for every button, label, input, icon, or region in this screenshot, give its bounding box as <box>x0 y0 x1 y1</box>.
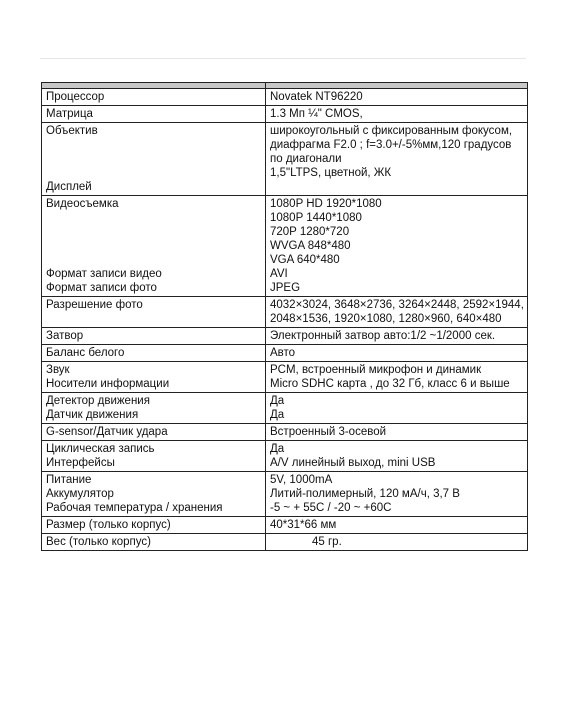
spec-value: 5V, 1000mA <box>270 474 333 486</box>
spec-label: Размер (только корпус) <box>46 519 171 531</box>
spec-label: Датчик движения <box>46 409 139 421</box>
spec-label: Интерфейсы <box>46 457 115 469</box>
spec-value-cell <box>266 345 528 362</box>
spec-label: Формат записи фото <box>46 282 157 294</box>
spec-value-cell <box>266 517 528 534</box>
table-row <box>42 89 528 106</box>
table-row <box>42 345 528 362</box>
specifications-table <box>41 82 528 551</box>
spec-value-cell <box>266 106 528 123</box>
spec-label: Аккумулятор <box>46 488 114 500</box>
spec-label-cell <box>42 441 266 472</box>
spec-value: -5 ~ + 55C / -20 ~ +60C <box>270 502 392 514</box>
spec-label-cell <box>42 393 266 424</box>
spec-label-cell <box>42 345 266 362</box>
spec-value: JPEG <box>270 282 301 294</box>
table-row <box>42 424 528 441</box>
spec-value-cell <box>266 424 528 441</box>
spec-label: Затвор <box>46 330 84 342</box>
spec-label-cell <box>42 362 266 393</box>
spec-value: Да <box>270 395 285 407</box>
spec-label: Звук <box>46 364 70 376</box>
spec-label: Процессор <box>46 91 105 103</box>
spec-value: AVI <box>270 268 288 280</box>
table-row <box>42 123 528 196</box>
spec-value-cell <box>266 123 528 196</box>
spec-label-cell <box>42 424 266 441</box>
spec-value: Литий-полимерный, 120 мА/ч, 3,7 В <box>270 488 460 500</box>
spec-label: Детектор движения <box>46 395 150 407</box>
spec-label-cell <box>42 517 266 534</box>
spec-label: Носители информации <box>46 378 170 390</box>
spec-label: Разрешение фото <box>46 299 143 311</box>
spec-label: Матрица <box>46 108 93 120</box>
spec-value-cell <box>266 441 528 472</box>
spec-label-cell <box>42 328 266 345</box>
spec-value-cell <box>266 534 528 551</box>
table-row <box>42 393 528 424</box>
spec-label: Циклическая запись <box>46 443 155 455</box>
spec-label-cell <box>42 534 266 551</box>
table-row <box>42 297 528 328</box>
spec-value: 45 гр. <box>312 536 342 548</box>
spec-label: Рабочая температура / хранения <box>46 502 223 514</box>
spec-label-cell <box>42 196 266 297</box>
spec-label: Видеосъемка <box>46 198 119 210</box>
spec-value: 40*31*66 мм <box>270 519 337 531</box>
table-row <box>42 196 528 297</box>
spec-label-cell <box>42 472 266 517</box>
spec-value: Micro SDHC карта , до 32 Гб, класс 6 и выше <box>270 378 510 390</box>
spec-value: 1.3 Мп ¼" CMOS, <box>270 108 363 120</box>
table-row <box>42 362 528 393</box>
table-row <box>42 328 528 345</box>
table-row <box>42 472 528 517</box>
spec-label-cell <box>42 106 266 123</box>
spec-value: 1080P 1440*1080 <box>270 212 362 224</box>
spec-value: PCM, встроенный микрофон и динамик <box>270 364 482 376</box>
spec-label: Формат записи видео <box>46 268 162 280</box>
spec-value: 4032×3024, 3648×2736, 3264×2448, 2592×1944, 2048×1536, 1920×1080, 1280×960, 640×480 <box>270 299 524 325</box>
spec-label-cell <box>42 123 266 196</box>
table-row <box>42 517 528 534</box>
spec-label: Дисплей <box>46 181 92 193</box>
spec-value: 1080P HD 1920*1080 <box>270 198 382 210</box>
table-row <box>42 441 528 472</box>
spec-label-cell <box>42 297 266 328</box>
spec-value: Электронный затвор авто:1/2 ~1/2000 сек. <box>270 330 496 342</box>
table-row <box>42 106 528 123</box>
spec-value-cell <box>266 89 528 106</box>
table-row <box>42 534 528 551</box>
spec-label-cell <box>42 89 266 106</box>
spec-value-cell <box>266 472 528 517</box>
spec-value-cell <box>266 362 528 393</box>
spec-label: Питание <box>46 474 92 486</box>
spec-value: Novatek NT96220 <box>270 91 363 103</box>
spec-label: Вес (только корпус) <box>46 536 151 548</box>
spec-value: WVGA 848*480 <box>270 240 351 252</box>
spec-value: Встроенный 3-осевой <box>270 426 387 438</box>
spec-value: VGA 640*480 <box>270 254 340 266</box>
spec-value-cell <box>266 393 528 424</box>
spec-label: Объектив <box>46 125 98 137</box>
spec-value: A/V линейный выход, mini USB <box>270 457 436 469</box>
spec-value: широкоугольный с фиксированным фокусом, диафрагма F2.0 ; f=3.0+/-5%мм,120 градусов по диагонали <box>270 125 513 165</box>
spec-value: 1,5"LTPS, цветной, ЖК <box>270 167 392 179</box>
top-divider <box>40 58 526 59</box>
spec-value-cell <box>266 196 528 297</box>
spec-value: 720P 1280*720 <box>270 226 350 238</box>
spec-value: Да <box>270 443 285 455</box>
spec-label: G-sensor/Датчик удара <box>46 426 168 438</box>
spec-value-cell <box>266 297 528 328</box>
spec-label: Баланс белого <box>46 347 125 359</box>
spec-value-cell <box>266 328 528 345</box>
spec-value: Да <box>270 409 285 421</box>
spec-value: Авто <box>270 347 296 359</box>
